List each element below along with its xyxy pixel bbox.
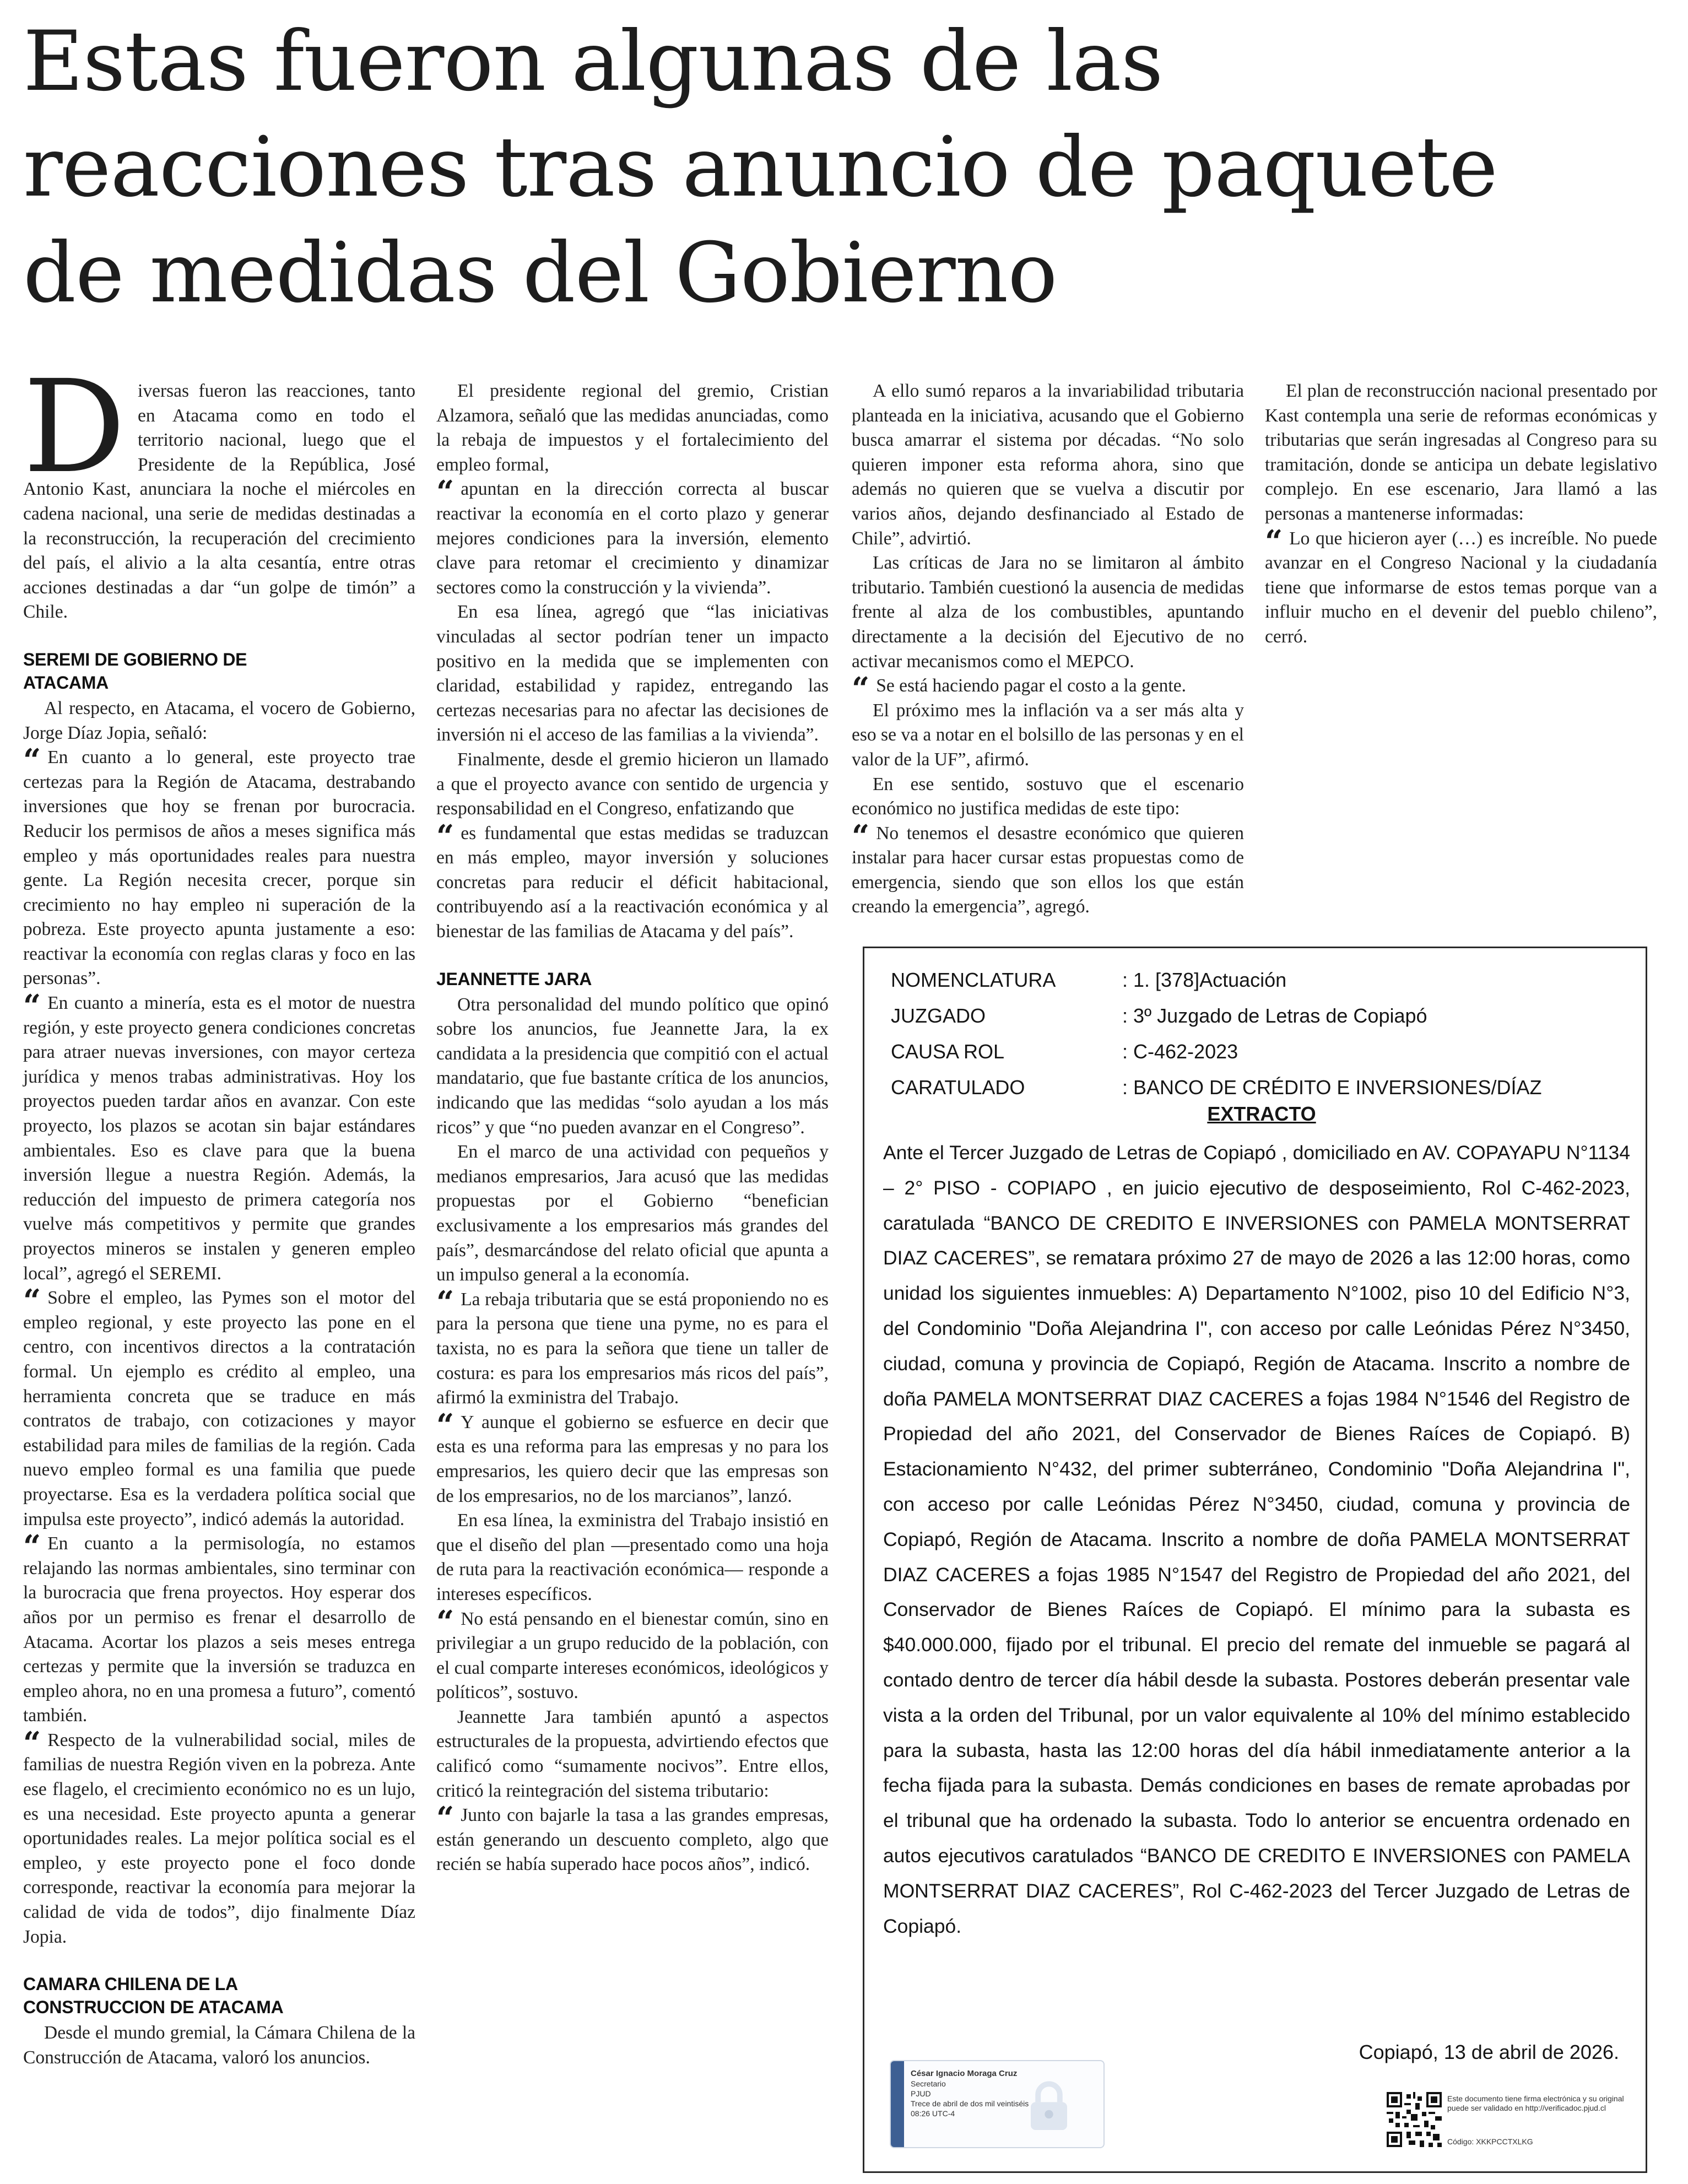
quote-text: En cuanto a lo general, este proyecto trae certezas para la Región de Atacama, destrabando inversiones que hoy se frenan por burocracia. Reducir los permisos de años a meses significa más empleo y más oportunidades reales para nuestra gente. La Región necesita crecer, porque sin crecimiento no hay empleo ni superación de la pobreza. Este proyecto apunta justamente a eso: reactivar la economía con reglas claras y foco en las personas”. [23, 747, 415, 989]
subheading-seremi-line-2: ATACAMA [23, 672, 109, 693]
paragraph: El próximo mes la inflación va a ser más alta y eso se va a notar en el bolsillo de las personas y en el valor de la UF”, afirmó. [852, 700, 1244, 770]
intro-paragraph [23, 353, 415, 625]
notice-body: Ante el Tercer Juzgado de Letras de Copiapó , domiciliado en AV. COPAYAPU N°1134 – 2° PISO - COPIAPO , en juicio ejecutivo de desposeimiento, Rol C-462-2023, caratulada “BANCO DE CREDITO E INVERSIONES con PAMELA MONTSERRAT DIAZ CACERES”, se rematara próximo 27 de mayo de 2026 a las 12:00 horas, como unidad los siguientes inmuebles: A) Departamento N°1002, piso 10 del Edificio N°3, del Condominio "Doña Alejandrina I", con acceso por calle Leónidas Pérez N°3450, ciudad, comuna y provincia de Copiapó, Región de Atacama. Inscrito a nombre de doña PAMELA MONTSERRAT DIAZ CACERES a fojas 1984 N°1546 del Registro de Propiedad del año 2021, del Conservador de Bienes Raíces de Copiapó. B) Estacionamiento N°432, del primer subterráneo, Condominio "Doña Alejandrina I", con acceso por calle Leónidas Pérez N°3450, ciudad, comuna y provincia de Copiapó, Región de Atacama. Inscrito a nombre de doña PAMELA MONTSERRAT DIAZ CACERES a fojas 1985 N°1547 del Registro de Propiedad del año 2021, del Conservador de Bienes Raíces de Copiapó. El mínimo para la subasta es $40.000.000, fijado por el tribunal. El precio del remate del inmueble se pagará al contado dentro de tercer día hábil desde la subasta. Postores deberán presentar vale vista a la orden del Tribunal, por un valor equivalente al 10% del mínimo establecido para la subasta, hasta las 12:00 horas del día hábil inmediatamente anterior a la fecha fijada para la subasta. Demás condiciones en bases de remate aprobadas por el tribunal que ha ordenado la subasta. Todo lo anterior se encuentra ordenado en autos ejecutivos caratulados “BANCO DE CREDITO E INVERSIONES con PAMELA MONTSERRAT DIAZ CACERES”, Rol C-462-2023 del Tercer Juzgado de Letras de Copiapó. [883, 1142, 1630, 1937]
subheading-seremi [23, 648, 415, 694]
verification-text: Este documento tiene firma electrónica y su original puede ser validado en http://verificadoc.pjud.cl [1447, 2094, 1624, 2112]
quote-text: No está pensando en el bienestar común, sino en privilegiar a un grupo reducido de la población, con el cual comparte intereses económicos, ideológicos y políticos”, sostuvo. [436, 1608, 829, 1703]
quote-mark-icon: “ [1265, 523, 1283, 560]
quote-mark-icon: “ [436, 1603, 455, 1640]
quote-text: Lo que hicieron ayer (…) es increíble. No puede avanzar en el Congreso Nacional y la ciudadanía tiene que informarse de estos temas porque van a influir mucho en el devenir del pueblo chileno”, cerró. [1265, 528, 1657, 647]
meta-value: : 3º Juzgado de Letras de Copiapó [1122, 1004, 1427, 1027]
quote-mark-icon: “ [436, 818, 455, 855]
quote-paragraph [436, 1603, 829, 1705]
signature-date: Trece de abril de dos mil veintiséis [911, 2099, 1029, 2108]
signer-name: César Ignacio Moraga Cruz [911, 2069, 1018, 2078]
quote-text: Junto con bajarle la tasa a las grandes empresas, están generando un descuento completo, algo que recién se había superado hace pocos años”, indicó. [436, 1805, 829, 1875]
subheading-jara [436, 967, 829, 991]
legal-notice [863, 947, 1647, 2173]
paragraph: En esa línea, agregó que “las iniciativas vinculadas al sector podrían tener un impacto positivo en la medida que se implementen con claridad, estabilidad y rapidez, entregando las certezas necesarias para no afectar las decisiones de inversión ni el acceso de las familias a la vivienda”. [436, 602, 829, 745]
paragraph: Al respecto, en Atacama, el vocero de Gobierno, Jorge Díaz Jopia, señaló: [23, 698, 415, 743]
paragraph: Las críticas de Jara no se limitaron al ámbito tributario. También cuestionó la ausencia de medidas frente al alza de los combustibles, apuntando directamente a la decisión del Ejecutivo de no activar mecanismos como el MEPCO. [852, 553, 1244, 672]
quote-paragraph [852, 671, 1244, 707]
headline-line-3: de medidas del Gobierno [23, 225, 1057, 321]
quote-text: Se está haciendo pagar el costo a la gente. [876, 675, 1186, 696]
quote-paragraph [436, 474, 829, 600]
quote-paragraph [23, 1725, 415, 1949]
meta-value: : 1. [378]Actuación [1122, 969, 1287, 991]
quote-text: No tenemos el desastre económico que quieren instalar para hacer cursar estas propuestas como de emergencia, siendo que son ellos los que están creando la emergencia”, agregó. [852, 823, 1244, 917]
headline [23, 9, 1654, 326]
place-date: Copiapó, 13 de abril de 2026. [1359, 2041, 1619, 2063]
quote-mark-icon: “ [23, 988, 41, 1025]
headline-line-2: reacciones tras anuncio de paquete [23, 120, 1497, 215]
notice-title: EXTRACTO [1207, 1102, 1316, 1125]
meta-value: : C-462-2023 [1122, 1040, 1238, 1063]
lock-icon [1019, 2075, 1079, 2136]
qr-code-icon [1387, 2092, 1442, 2147]
quote-mark-icon: “ [23, 1528, 41, 1565]
paragraph: Jeannette Jara también apuntó a aspectos estructurales de la propuesta, advirtiendo efectos que calificó como “sumamente nocivos”. Entre ellos, criticó la reintegración del sistema tributario: [436, 1706, 829, 1801]
quote-text: La rebaja tributaria que se está proponiendo no es para la persona que tiene una pyme, no es para el taxista, no es para la señora que tiene un taller de costura: es para los empresarios más ricos del país”, afirmó la exministra del Trabajo. [436, 1289, 829, 1408]
meta-label: CAUSA ROL [891, 1040, 1005, 1063]
quote-text: es fundamental que estas medidas se traduzcan en más empleo, mayor inversión y soluciones concretas para reducir el déficit habitacional, contribuyendo así a la reactivación económica y al bienestar de las familias de Atacama y del país”. [436, 823, 829, 942]
paragraph: El presidente regional del gremio, Cristian Alzamora, señaló que las medidas anunciadas, como la rebaja de impuestos y el fortalecimiento del empleo formal, [436, 381, 829, 475]
meta-label: NOMENCLATURA [891, 969, 1056, 991]
paragraph: El plan de reconstrucción nacional presentado por Kast contempla una serie de reformas económicas y tributarias que serán ingresadas al Congreso para su tramitación, donde se anticipa un debate legislativo complejo. En ese escenario, Jara llamó a las personas a mantenerse informadas: [1265, 381, 1657, 524]
meta-label: JUZGADO [891, 1004, 986, 1027]
signer-role: Secretario [911, 2079, 946, 2088]
quote-text: Respecto de la vulnerabilidad social, miles de familias de nuestra Región viven en la pobreza. Ante ese flagelo, el crecimiento económico no es un lujo, es una necesidad. Este proyecto apunta a generar oportunidades reales. La mejor política social es el empleo, y este proyecto pone el foco donde corresponde, reactivar la economía para mejorar la calidad de vida de todos”, dijo finalmente Díaz Jopia. [23, 1729, 415, 1947]
paragraph: En ese sentido, sostuvo que el escenario económico no justifica medidas de este tipo: [852, 774, 1244, 819]
quote-paragraph [436, 1800, 829, 1877]
signature-time: 08:26 UTC-4 [911, 2109, 955, 2118]
quote-paragraph [436, 1407, 829, 1509]
verification-code: Código: XKKPCCTXLKG [1447, 2137, 1533, 2146]
quote-paragraph [852, 818, 1244, 920]
quote-paragraph [436, 818, 829, 944]
subheading-camara [23, 1972, 415, 2019]
quote-paragraph [436, 1284, 829, 1410]
paragraph: A ello sumó reparos a la invariabilidad tributaria planteada en la iniciativa, acusando que el Gobierno busca amarrar el sistema por décadas. “No solo quieren imponer esta reforma ahora, sino que además no quieren que se vuelva a discutir por varios años, dejando desfinanciado al Estado de Chile”, advirtió. [852, 381, 1244, 549]
subheading-seremi-line-1: SEREMI DE GOBIERNO DE [23, 649, 247, 669]
quote-paragraph [23, 988, 415, 1286]
quote-mark-icon: “ [23, 1725, 41, 1761]
meta-label: CARATULADO [891, 1076, 1025, 1099]
quote-mark-icon: “ [23, 1283, 41, 1320]
electronic-signature [890, 2060, 1105, 2148]
quote-mark-icon: “ [852, 818, 870, 855]
article-column-2 [436, 379, 829, 1877]
quote-text: En cuanto a minería, esta es el motor de nuestra región, y este proyecto genera condiciones concretas para atraer nuevas inversiones, con mayor certeza jurídica y menos trabas administrativas. Hoy los proyectos pueden tardar años en avanzar. Con este proyecto, los plazos se acotan sin bajar estándares ambientales. Eso es clave para que la buena inversión llegue a nuestra Región. Además, la reducción del impuesto de primera categoría nos vuelve más competitivos y permite que grandes proyectos mineros se instalen y generen empleo local”, agregó el SEREMI. [23, 993, 415, 1284]
paragraph: En el marco de una actividad con pequeños y medianos empresarios, Jara acusó que las medidas propuestas por el Gobierno “benefician exclusivamente a los empresarios más grandes del país”, desmarcándose del relato oficial que apunta a un impulso general a la economía. [436, 1142, 829, 1285]
signer-org: PJUD [911, 2089, 931, 2098]
quote-paragraph [23, 742, 415, 991]
quote-mark-icon: “ [436, 474, 455, 511]
subheading-camara-line-1: CAMARA CHILENA DE LA [23, 1974, 238, 1994]
quote-paragraph [1265, 523, 1657, 650]
quote-mark-icon: “ [436, 1407, 455, 1444]
signature-bar [891, 2061, 904, 2147]
article-column-3 [852, 379, 1244, 920]
quote-paragraph [23, 1283, 415, 1532]
headline-line-1: Estas fueron algunas de las [23, 14, 1163, 110]
intro-text: iversas fueron las reacciones, tanto en Atacama como en todo el territorio nacional, luego que el Presidente de la República, José Antonio Kast, anunciara la noche el miércoles en cadena nacional, una serie de medidas destinadas a la reconstrucción, la recuperación del crecimiento del país, el alivio a la alta cesantía, entre otras acciones destinadas a dar “un golpe de timón” a Chile. [23, 381, 415, 623]
quote-paragraph [23, 1528, 415, 1728]
quote-text: apuntan en la dirección correcta al buscar reactivar la economía en el corto plazo y generar mejores condiciones para la inversión, elemento clave para retomar el crecimiento y dinamizar sectores como la construcción y la vivienda”. [436, 479, 829, 598]
subheading-jara-line: JEANNETTE JARA [436, 969, 592, 989]
paragraph: Desde el mundo gremial, la Cámara Chilena de la Construcción de Atacama, valoró los anuncios. [23, 2023, 415, 2068]
paragraph: En esa línea, la exministra del Trabajo insistió en que el diseño del plan —presentado como una hoja de ruta para la reactivación económica— responde a intereses específicos. [436, 1510, 829, 1604]
quote-mark-icon: “ [436, 1800, 455, 1837]
meta-value: : BANCO DE CRÉDITO E INVERSIONES/DÍAZ [1122, 1076, 1542, 1099]
paragraph: Finalmente, desde el gremio hicieron un llamado a que el proyecto avance con sentido de urgencia y responsabilidad en el Congreso, enfatizando que [436, 749, 829, 819]
quote-mark-icon: “ [23, 742, 41, 779]
subheading-camara-line-2: CONSTRUCCION DE ATACAMA [23, 1997, 284, 2018]
article-column-4 [1265, 379, 1657, 650]
quote-text: En cuanto a la permisología, no estamos relajando las normas ambientales, sino terminar con la burocracia que frena proyectos. Hoy esperar dos años por un permiso es frenar el desarrollo de Atacama. Acortar los plazos a seis meses entrega certezas y permite que la inversión se traduzca en empleo ahora, no en una promesa a futuro”, comentó también. [23, 1533, 415, 1726]
signature-text [911, 2069, 1029, 2118]
quote-text: Sobre el empleo, las Pymes son el motor del empleo regional, y este proyecto las pone en el centro, con incentivos directos a la contratación formal. Un ejemplo es crédito al empleo, una herramienta concreta que se traduce en más contratos de trabajo, con cotizaciones y mayor estabilidad para miles de familias de la región. Cada nuevo empleo formal es una familia que puede proyectarse. Esa es la verdadera política social que impulsa este proyecto”, indicó además la autoridad. [23, 1288, 415, 1529]
paragraph: Otra personalidad del mundo político que opinó sobre los anuncios, fue Jeannette Jara, la ex candidata a la presidencia que compitió con el actual mandatario, que fue bastante crítica de los anuncios, indicando que las medidas “solo ayudan a los más ricos” y que “no pueden avanzar en el Congreso”. [436, 994, 829, 1138]
drop-cap: D [23, 353, 126, 501]
quote-mark-icon: “ [852, 671, 870, 707]
article-column-1 [23, 353, 415, 2070]
quote-text: Y aunque el gobierno se esfuerce en decir que esta es una reforma para las empresas y no para los empresarios, les quiero decir que las empresas son de los empresarios, no de los marcianos”, lanzó. [436, 1412, 829, 1506]
quote-mark-icon: “ [436, 1284, 455, 1321]
